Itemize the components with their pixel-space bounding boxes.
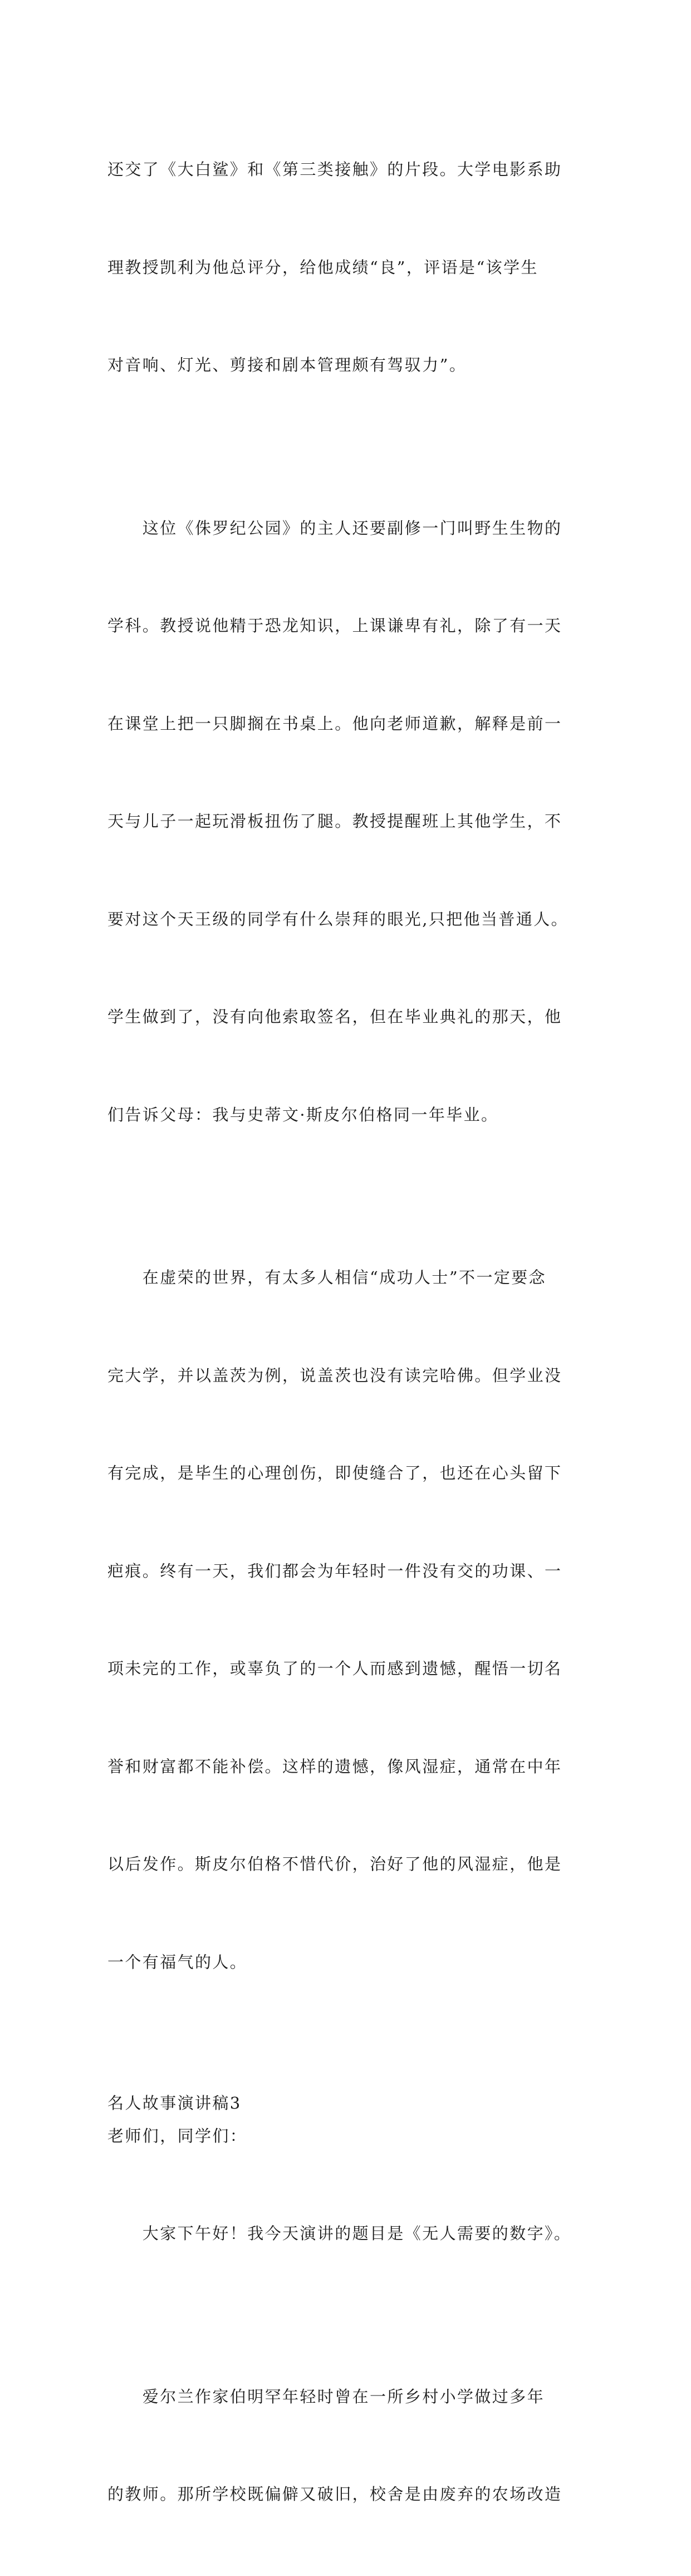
- text-line: 誉和财富都不能补偿。这样的遗憾，像风湿症，通常在中年: [107, 1757, 562, 1776]
- paragraph-5: [107, 2315, 586, 2576]
- document-body: [107, 88, 586, 2576]
- text-line: 疤痕。终有一天，我们都会为年轻时一件没有交的功课、一: [107, 1561, 562, 1580]
- text-line: 在课堂上把一只脚搁在书桌上。他向老师道歉，解释是前一: [107, 714, 562, 733]
- text-line: 在虚荣的世界，有太多人相信“成功人士”不一定要念: [107, 1268, 547, 1287]
- text-line: 爱尔兰作家伯明罕年轻时曾在一所乡村小学做过多年: [107, 2387, 545, 2406]
- paragraph-3: [107, 1196, 586, 2043]
- text-line: 们告诉父母：我与史蒂文·斯皮尔伯格同一年毕业。: [107, 1105, 499, 1124]
- text-line: 这位《侏罗纪公园》的主人还要副修一门叫野生生物的: [107, 518, 562, 538]
- text-line: 天与儿子一起玩滑板扭伤了腿。教授提醒班上其他学生，不: [107, 812, 562, 831]
- text-line: 以后发作。斯皮尔伯格不惜代价，治好了他的风湿症，他是: [107, 1855, 562, 1874]
- paragraph-1: [107, 88, 586, 447]
- text-line: 一个有福气的人。: [107, 1952, 248, 1972]
- greeting: 老师们，同学们：: [107, 2126, 248, 2145]
- section-header: [107, 2087, 586, 2152]
- text-line: 要对这个天王级的同学有什么崇拜的眼光,只把他当普通人。: [107, 909, 569, 929]
- text-line: 有完成，是毕生的心理创伤，即使缝合了，也还在心头留下: [107, 1463, 562, 1482]
- text-line: 大家下午好！我今天演讲的题目是《无人需要的数字》。: [107, 2224, 572, 2243]
- text-line: 还交了《大白鲨》和《第三类接触》的片段。大学电影系助: [107, 160, 562, 179]
- text-line: 对音响、灯光、剪接和剧本管理颇有驾驭力”。: [107, 355, 467, 374]
- paragraph-2: [107, 447, 586, 1197]
- text-line: 完大学，并以盖茨为例，说盖茨也没有读完哈佛。但学业没: [107, 1365, 562, 1385]
- text-line: 学科。教授说他精于恐龙知识，上课谦卑有礼，除了有一天: [107, 616, 562, 635]
- section-title: 名人故事演讲稿3: [107, 2094, 242, 2112]
- text-line: 学生做到了，没有向他索取签名，但在毕业典礼的那天，他: [107, 1007, 562, 1026]
- text-line: 项未完的工作，或辜负了的一个人而感到遗憾，醒悟一切名: [107, 1659, 562, 1678]
- paragraph-4: [107, 2152, 586, 2315]
- text-line: 理教授凯利为他总评分，给他成绩“良”，评语是“该学生: [107, 257, 538, 277]
- text-line: 的教师。那所学校既偏僻又破旧，校舍是由废弃的农场改造: [107, 2485, 562, 2504]
